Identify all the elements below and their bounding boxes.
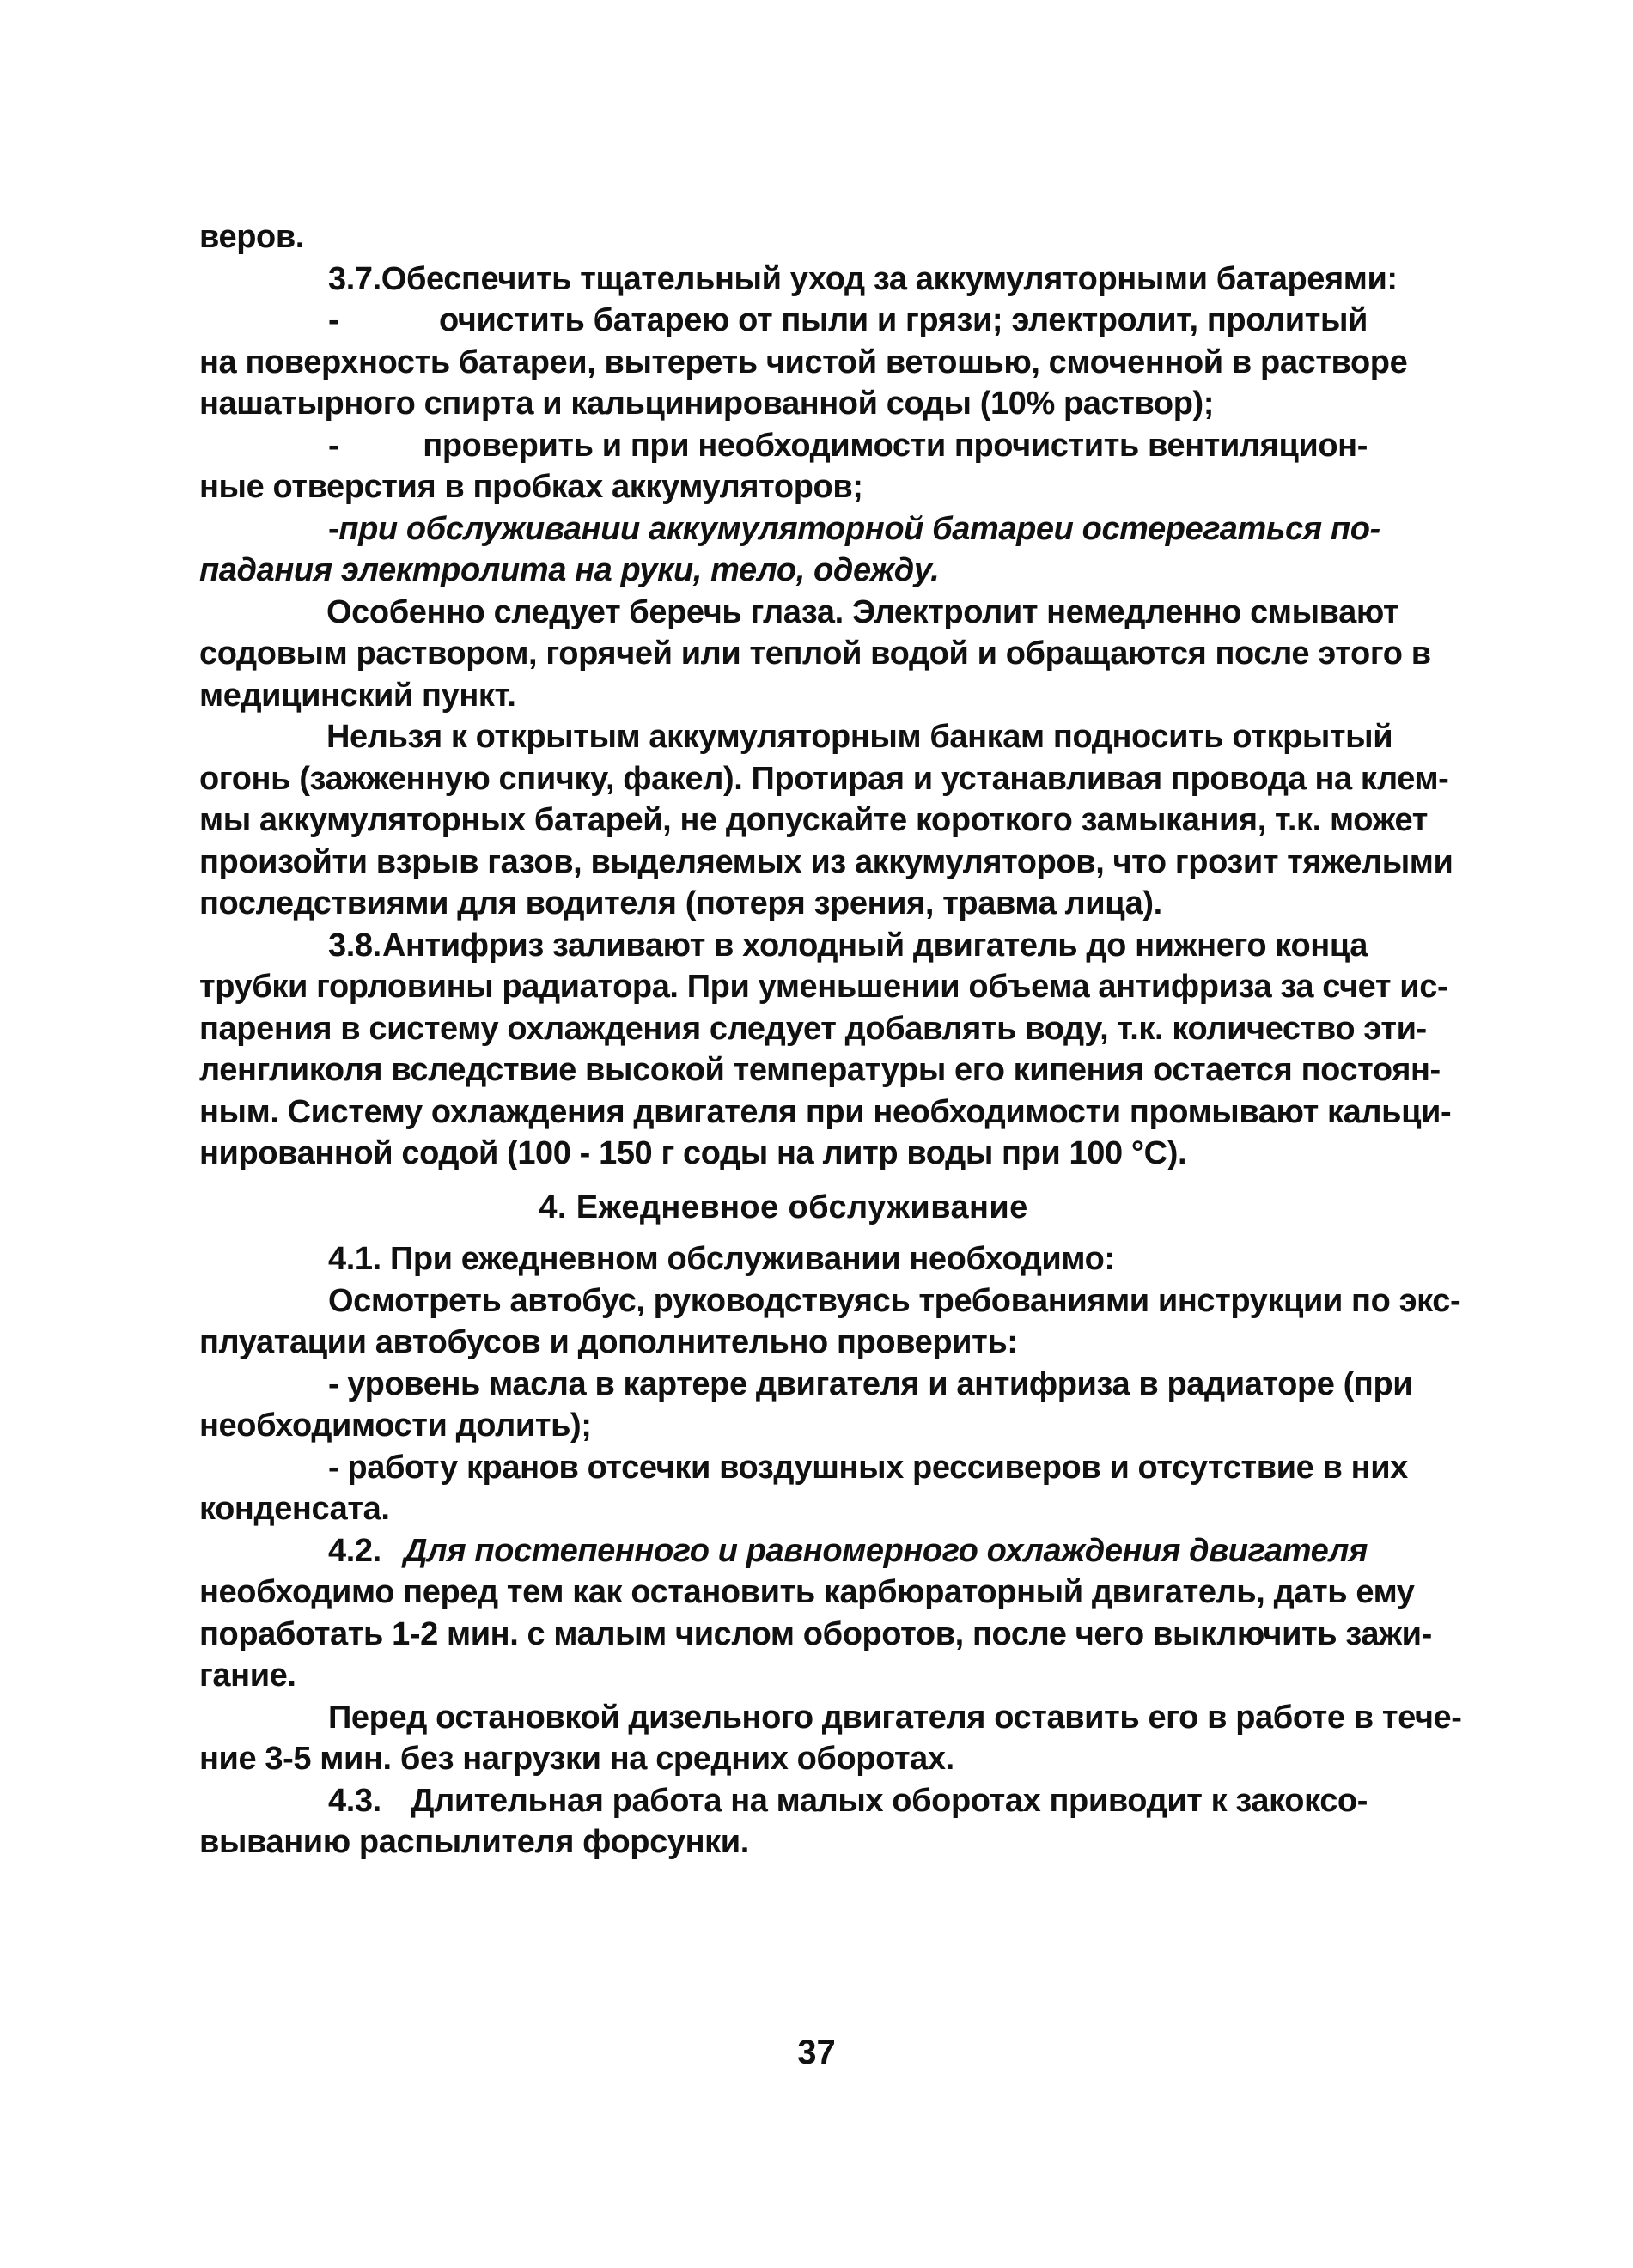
text-line: - работу кранов отсечки воздушных рессиверов и отсутствие в них [328, 1449, 1408, 1486]
numbered-paragraph-3-8 [199, 925, 1368, 967]
text-line: Нельзя к открытым аккумуляторным банкам подносить открытый [326, 719, 1393, 755]
bullet-item [199, 300, 1368, 342]
text-line: на поверхность батареи, вытереть чистой ветошью, смоченной в растворе [199, 344, 1408, 380]
text-line: произойти взрыв газов, выделяемых из аккумуляторов, что грозит тяжелыми [199, 843, 1453, 880]
text-line: необходимости долить); [199, 1408, 592, 1444]
text-line: медицинский пункт. [199, 677, 516, 714]
text-line: Осмотреть автобус, руководствуясь требованиями инструкции по экс- [328, 1282, 1461, 1319]
text-line: необходимо перед тем как остановить карбюраторный двигатель, дать ему [199, 1574, 1415, 1610]
text-line: Для постепенного и равномерного охлаждения двигателя [403, 1532, 1368, 1569]
text-line: нированной содой (100 - 150 г соды на литр воды при 100 °С). [199, 1135, 1187, 1171]
text-line: плуатации автобусов и дополнительно проверить: [199, 1324, 1018, 1360]
text-line: поработать 1-2 мин. с малым числом оборотов, после чего выключить зажи- [199, 1615, 1432, 1652]
text-line: очистить батарею от пыли и грязи; электролит, пролитый [438, 302, 1368, 338]
text-line: ные отверстия в пробках аккумуляторов; [199, 469, 863, 505]
text-line: - уровень масла в картере двигателя и антифриза в радиаторе (при [328, 1365, 1413, 1402]
text-line: мы аккумуляторных батарей, не допускайте короткого замыкания, т.к. может [199, 802, 1428, 838]
text-line: парения в систему охлаждения следует добавлять воду, т.к. количество эти- [199, 1010, 1427, 1047]
paragraph-number: 3.8. [328, 927, 381, 964]
text-line: ным. Систему охлаждения двигателя при необходимости промывают кальци- [199, 1093, 1452, 1130]
bullet-dash: - [328, 510, 339, 547]
text-line: выванию распылителя форсунки. [199, 1824, 749, 1860]
text-line: 4.1. При ежедневном обслуживании необходимо: [328, 1241, 1115, 1277]
text-line: Особенно следует беречь глаза. Электролит немедленно смывают [326, 593, 1399, 630]
body-text [199, 216, 1462, 1864]
paragraph-number: 4.3. [328, 1782, 381, 1819]
text-line: конденсата. [199, 1491, 390, 1527]
bullet-dash: - [328, 427, 339, 464]
text-line: Длительная работа на малых оборотах приводит к закоксо- [411, 1782, 1368, 1819]
text-line: нашатырного спирта и кальцинированной соды (10% раствор); [199, 386, 1215, 422]
text-line: ние 3-5 мин. без нагрузки на средних оборотах. [199, 1741, 954, 1777]
text-line: Обеспечить тщательный уход за аккумуляторными батареями: [381, 260, 1398, 297]
text-line: падания электролита на руки, тело, одежду. [199, 552, 940, 588]
text-line: при обслуживании аккумуляторной батареи остерегаться по- [338, 510, 1380, 547]
bullet-dash: - [328, 302, 339, 338]
text-line: огонь (зажженную спичку, факел). Протирая и устанавливая провода на клем- [199, 760, 1449, 797]
section-heading: 4. Ежедневное обслуживание [539, 1189, 1028, 1225]
text-line: трубки горловины радиатора. При уменьшении объема антифриза за счет ис- [199, 969, 1448, 1005]
page-number: 37 [797, 2034, 836, 2071]
paragraph-number: 3.7. [328, 260, 381, 297]
bullet-item [199, 508, 1380, 550]
text-line: веров. [199, 219, 304, 255]
paragraph-number: 4.2. [328, 1532, 381, 1569]
numbered-paragraph-3-7 [199, 258, 1398, 301]
text-line: Перед остановкой дизельного двигателя оставить его в работе в тече- [328, 1699, 1462, 1736]
text-line: гание. [199, 1657, 296, 1693]
text-line: последствиями для водителя (потеря зрения, травма лица). [199, 885, 1162, 921]
bullet-item [199, 425, 1368, 467]
text-line: содовым раствором, горячей или теплой водой и обращаются после этого в [199, 635, 1431, 672]
text-line: ленгликоля вследствие высокой температуры его кипения остается постоян- [199, 1052, 1441, 1088]
numbered-paragraph-4-3 [199, 1780, 1368, 1822]
text-line: Антифриз заливают в холодный двигатель до нижнего конца [381, 927, 1368, 964]
numbered-paragraph-4-2 [199, 1530, 1368, 1572]
text-line: проверить и при необходимости прочистить вентиляцион- [423, 427, 1368, 464]
